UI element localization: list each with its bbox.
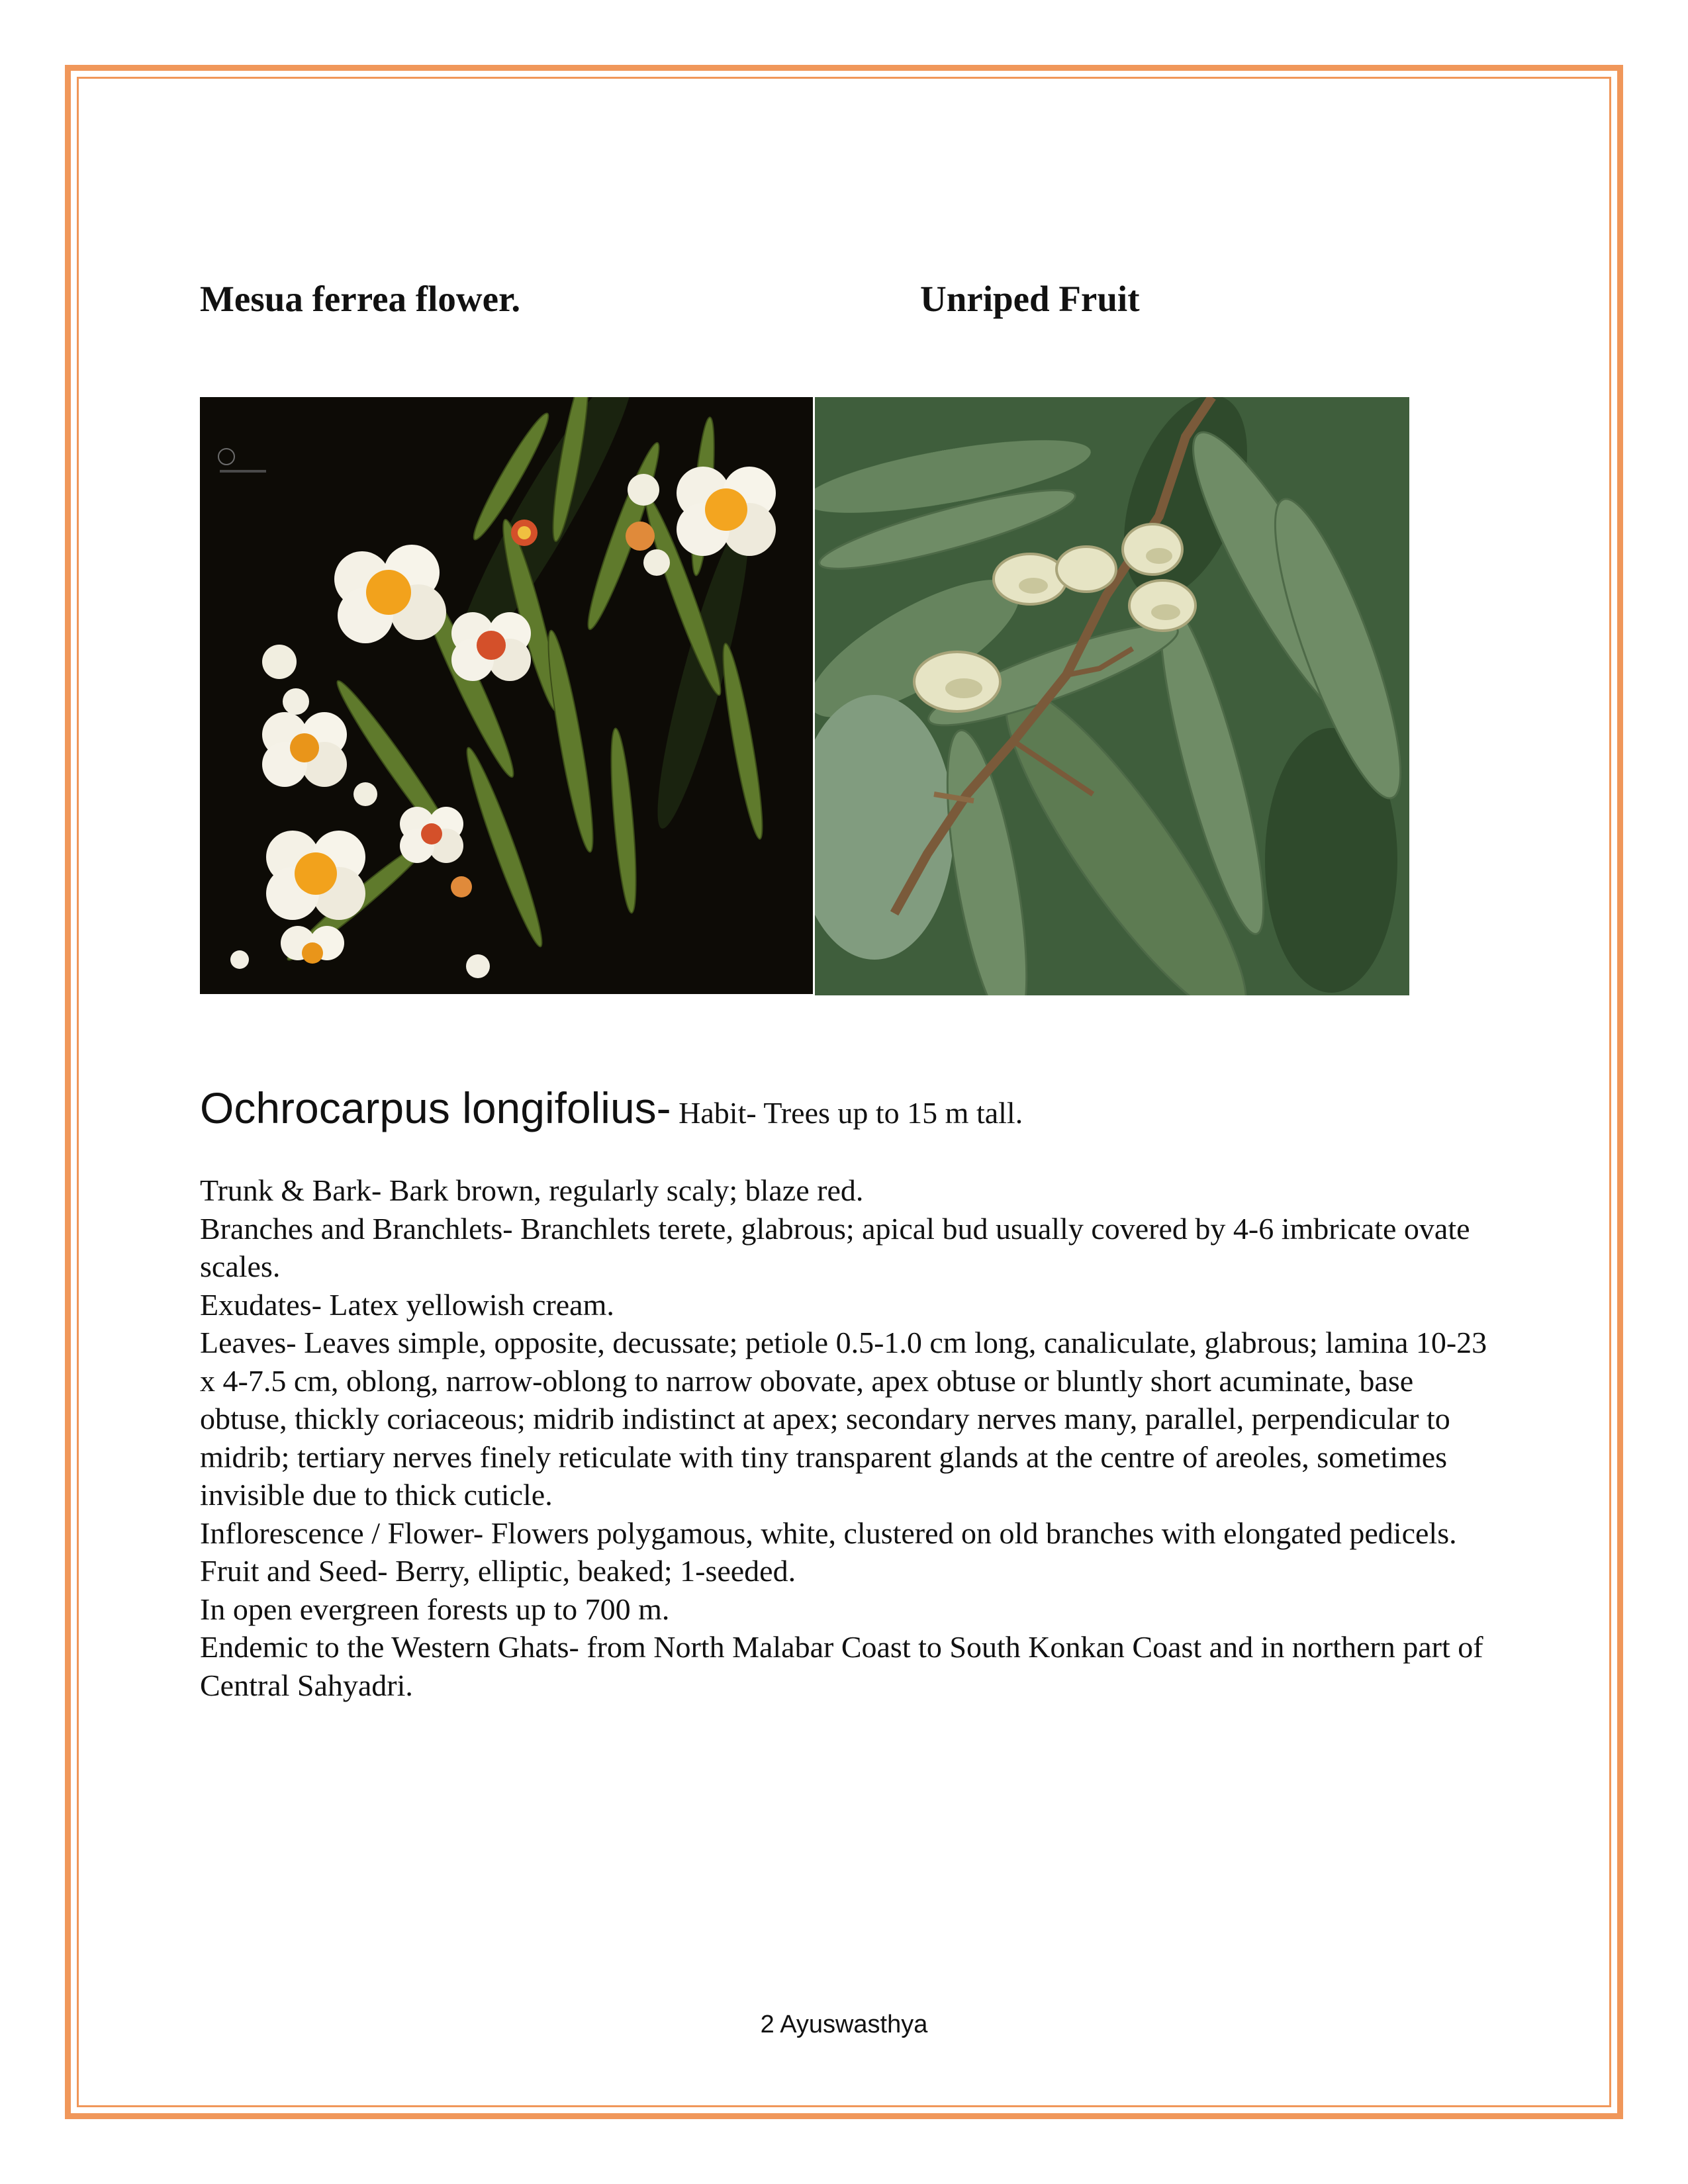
unripe-fruit-image	[815, 397, 1409, 995]
flower-caption: Mesua ferrea flower.	[200, 279, 521, 319]
species-description	[200, 1171, 1497, 1704]
species-name: Ochrocarpus longifolius-	[200, 1083, 671, 1132]
species-habit: Habit- Trees up to 15 m tall.	[671, 1096, 1023, 1130]
description-paragraph: Trunk & Bark- Bark brown, regularly scaly; blaze red.	[200, 1173, 864, 1207]
fruit-caption: Unriped Fruit	[920, 279, 1140, 319]
description-paragraph: Endemic to the Western Ghats- from North Malabar Coast to South Konkan Coast and in northern part of Central Sahyadri.	[200, 1630, 1483, 1702]
description-paragraph: In open evergreen forests up to 700 m.	[200, 1592, 670, 1626]
description-paragraph: Exudates- Latex yellowish cream.	[200, 1287, 614, 1322]
description-paragraph: Branches and Branchlets- Branchlets terete, glabrous; apical bud usually covered by 4-6 imbricate ovate scales.	[200, 1211, 1470, 1283]
description-paragraph: Leaves- Leaves simple, opposite, decussate; petiole 0.5-1.0 cm long, canaliculate, glabrous; lamina 10-23 x 4-7.5 cm, oblong, narrow-oblong to narrow obovate, apex obtuse or bluntly short acuminate, base obtuse, thickly coriaceous; midrib indistinct at apex; secondary nerves many, parallel, perpendicular to midrib; tertiary nerves finely reticulate with tiny transparent glands at the centre of areoles, sometimes invisible due to thick cuticle.	[200, 1326, 1487, 1512]
description-paragraph: Inflorescence / Flower- Flowers polygamous, white, clustered on old branches with elongated pedicels.	[200, 1516, 1457, 1550]
page-footer: 2 Ayuswasthya	[760, 2011, 928, 2038]
species-heading	[200, 1083, 1023, 1133]
description-paragraph: Fruit and Seed- Berry, elliptic, beaked; 1-seeded.	[200, 1554, 796, 1588]
mesua-flower-image	[200, 397, 813, 994]
